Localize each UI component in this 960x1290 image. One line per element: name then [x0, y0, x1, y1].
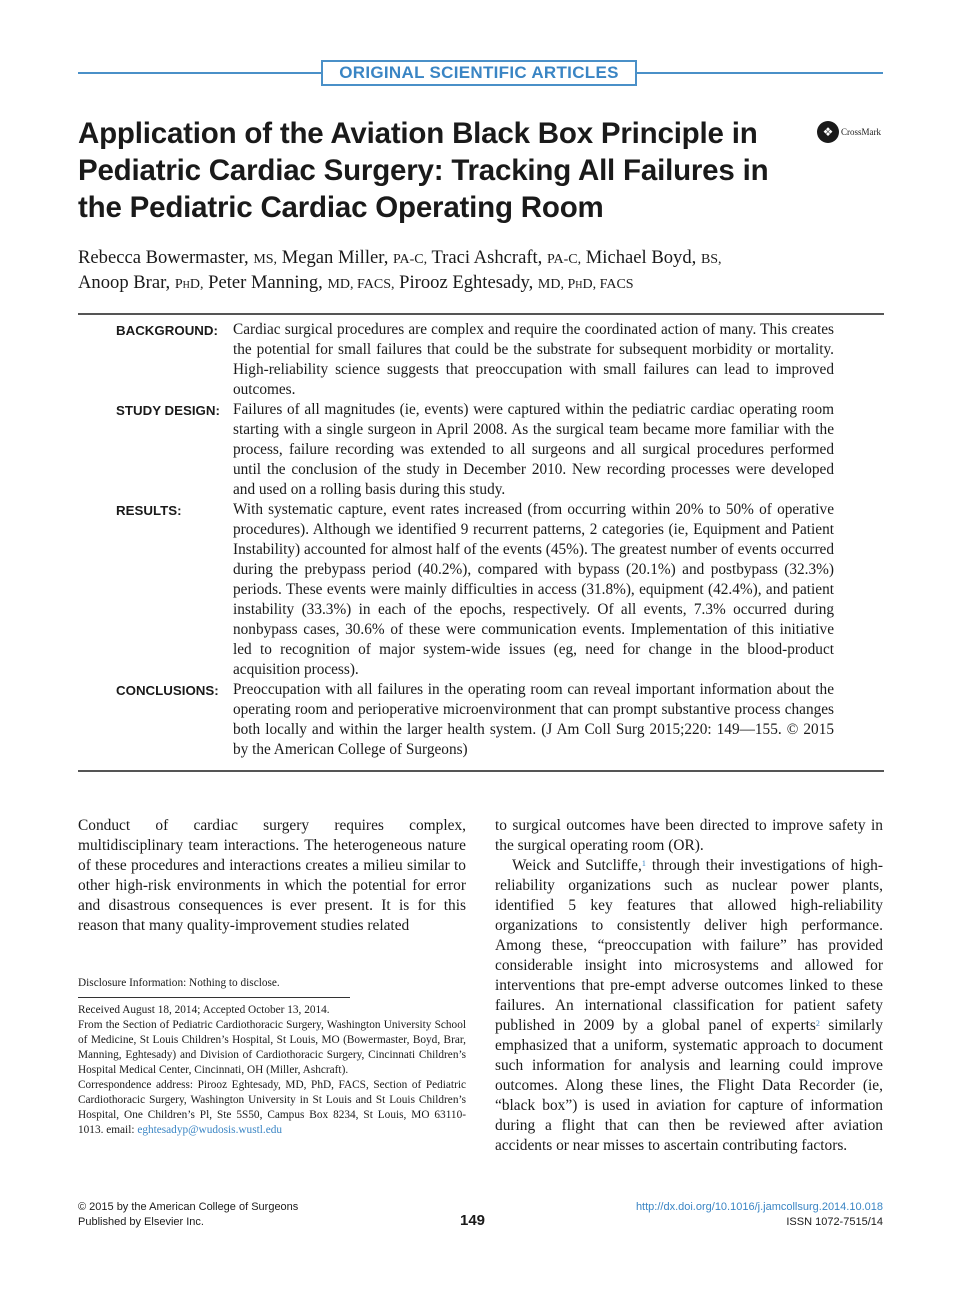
author-degree: PA-C, — [393, 252, 428, 267]
article-title: Application of the Aviation Black Box Principle in Pediatric Cardiac Surgery: Tracking All Failures in the Pediatric Cardiac Operating Room — [78, 117, 769, 224]
body-paragraph: to surgical outcomes have been directed to improve safety in the surgical operating room (OR). — [495, 817, 883, 854]
abstract-conclusions — [116, 680, 834, 760]
affiliations: From the Section of Pediatric Cardiothoracic Surgery, Washington University School of Medicine, St Louis Children’s Hospital, St Louis, MO (Bowermaster, Boyd, Brar, Manning, Eghtesady) and Division of Cardiothoracic Surgery, Cincinnati Children’s Hospital Medical Center, Cincinnati, OH (Miller, Ashcraft). — [78, 1019, 466, 1076]
abstract-heading: BACKGROUND: — [116, 323, 218, 338]
author-name: Megan Miller, — [281, 247, 389, 268]
issn: ISSN 1072-7515/14 — [786, 1216, 883, 1228]
abstract-top-rule — [78, 313, 884, 315]
section-rule-right — [637, 72, 883, 74]
footer-left — [78, 1200, 298, 1230]
crossmark-badge[interactable] — [817, 121, 881, 143]
abstract-text: With systematic capture, event rates increased (from occurring within 20% to 50% of operative procedures). Although we identified 9 recurrent patterns, 2 categories (ie, Equipment and Patient Instability) accounted for almost half of the events (45%). The greatest number of events occurred during the prebypass period (40.2%), compared with bypass (20.1%) and postbypass (32.3%) periods. These events were mainly difficulties in access (31.8%), equipment (42.4%), and patient instability (33.3%) in each of the epochs, respectively. Of all events, 7.3% occurred during nonbypass cases, 30.6% of these were communication events. Implementation of this initiative led to recognition of major system-wide issues (eg, need for change in the blood-product acquisition process). — [233, 501, 834, 678]
reference-link[interactable]: 2 — [815, 1019, 820, 1028]
copyright: © 2015 by the American College of Surgeons — [78, 1201, 299, 1213]
abstract-heading: CONCLUSIONS: — [116, 683, 219, 698]
section-rule-left — [78, 72, 321, 74]
body-left-column — [78, 816, 466, 936]
abstract — [116, 320, 834, 760]
abstract-study-design — [116, 400, 834, 500]
author-name: Anoop Brar, — [78, 272, 171, 293]
abstract-heading: STUDY DESIGN: — [116, 403, 220, 418]
author-degree: MD, FACS, — [327, 277, 395, 292]
section-label: ORIGINAL SCIENTIFIC ARTICLES — [321, 60, 637, 86]
reference-link[interactable]: 1 — [641, 859, 646, 868]
author-degree: MS, — [253, 252, 278, 267]
author-name: Pirooz Eghtesady, — [399, 272, 534, 293]
body-text: Weick and Sutcliffe, — [512, 857, 642, 874]
publisher: Published by Elsevier Inc. — [78, 1216, 204, 1228]
abstract-results — [116, 500, 834, 680]
footnote-rule — [78, 997, 350, 998]
received-dates: Received August 18, 2014; Accepted October 13, 2014. — [78, 1004, 330, 1016]
author-degree: MD, PhD, FACS — [537, 277, 634, 292]
author-list — [78, 246, 878, 296]
author-degree: BS, — [700, 252, 722, 267]
abstract-text: Preoccupation with all failures in the operating room can reveal important information about the operating room and perioperative microenvironment that can prompt substantive process changes both locally and within the larger health system. (J Am Coll Surg 2015;220: 149—155. © 2015 by the American College of Surgeons) — [233, 681, 834, 758]
author-degree: PA-C, — [546, 252, 582, 267]
page-number: 149 — [460, 1212, 486, 1229]
abstract-text: Cardiac surgical procedures are complex and require the coordinated action of many. This creates the potential for small failures that could be the substrate for subsequent morbidity or mortality. High-reliability science suggests that preoccupation with small failures can lead to improved outcomes. — [233, 321, 834, 398]
body-paragraph: Conduct of cardiac surgery requires complex, multidisciplinary team interactions. The heterogeneous nature of these procedures and interactions creates a milieu similar to other high-risk environments in which the potential for error and disastrous consequences is ever present. It is for this reason that many quality-improvement studies related — [78, 817, 466, 934]
author-degree: PhD, — [174, 277, 204, 292]
correspondence — [78, 1078, 466, 1138]
author-name: Rebecca Bowermaster, — [78, 247, 249, 268]
author-name: Michael Boyd, — [585, 247, 697, 268]
abstract-bottom-rule — [78, 770, 884, 772]
footer-right — [636, 1200, 883, 1230]
crossmark-icon: ❖ — [817, 121, 839, 143]
body-paragraph — [495, 856, 883, 1156]
abstract-background — [116, 320, 834, 400]
correspondence-text: Correspondence address: Pirooz Eghtesady, MD, PhD, FACS, Section of Pediatric Cardiothoracic Surgery, Washington University in St Louis and St Louis Children’s Hospital, One Children’s Pl, Ste 5S50, Campus Box 8234, St Louis, MO 63110-1013. email: — [78, 1079, 466, 1136]
disclosure — [78, 976, 466, 991]
abstract-heading: RESULTS: — [116, 503, 182, 518]
email-link[interactable]: eghtesadyp@wudosis.wustl.edu — [137, 1124, 283, 1136]
body-text: through their investigations of high-reliability organizations such as nuclear power plants, identified 5 key features that allowed high-reliability organizations to consistently deliver high performance. Among these, “preoccupation with failure” has provided considerable insight into microsystems and allowed for interventions that pre-empt adverse outcomes linked to these failures. An international classification for patient safety published in 2009 by a global panel of experts — [495, 857, 883, 1034]
doi-link[interactable]: http://dx.doi.org/10.1016/j.jamcollsurg.2014.10.018 — [635, 1201, 883, 1213]
author-name: Traci Ashcraft, — [431, 247, 543, 268]
author-name: Peter Manning, — [208, 272, 323, 293]
body-right-column — [495, 816, 883, 1156]
footnotes — [78, 1003, 466, 1138]
disclosure-text: Disclosure Information: Nothing to disclose. — [78, 977, 280, 989]
body-text: similarly emphasized that a uniform, systematic approach to document such information for analysis and learning could improve outcomes. Along these lines, the Flight Data Recorder (ie, “black box”) is used in aviation for capture of information during a flight that can then be reviewed after aviation accidents or near misses to ascertain contributing factors. — [495, 1017, 883, 1154]
crossmark-label: CrossMark — [841, 127, 881, 137]
abstract-text: Failures of all magnitudes (ie, events) were captured within the pediatric cardiac operating room starting with a single surgeon in April 2008. As the surgical team became more familiar with the process, failure recording was extended to all surgeons and all surgical procedures performed until the conclusion of the study in December 2010. New recording processes were developed and used on a rolling basis during this study. — [233, 401, 834, 498]
